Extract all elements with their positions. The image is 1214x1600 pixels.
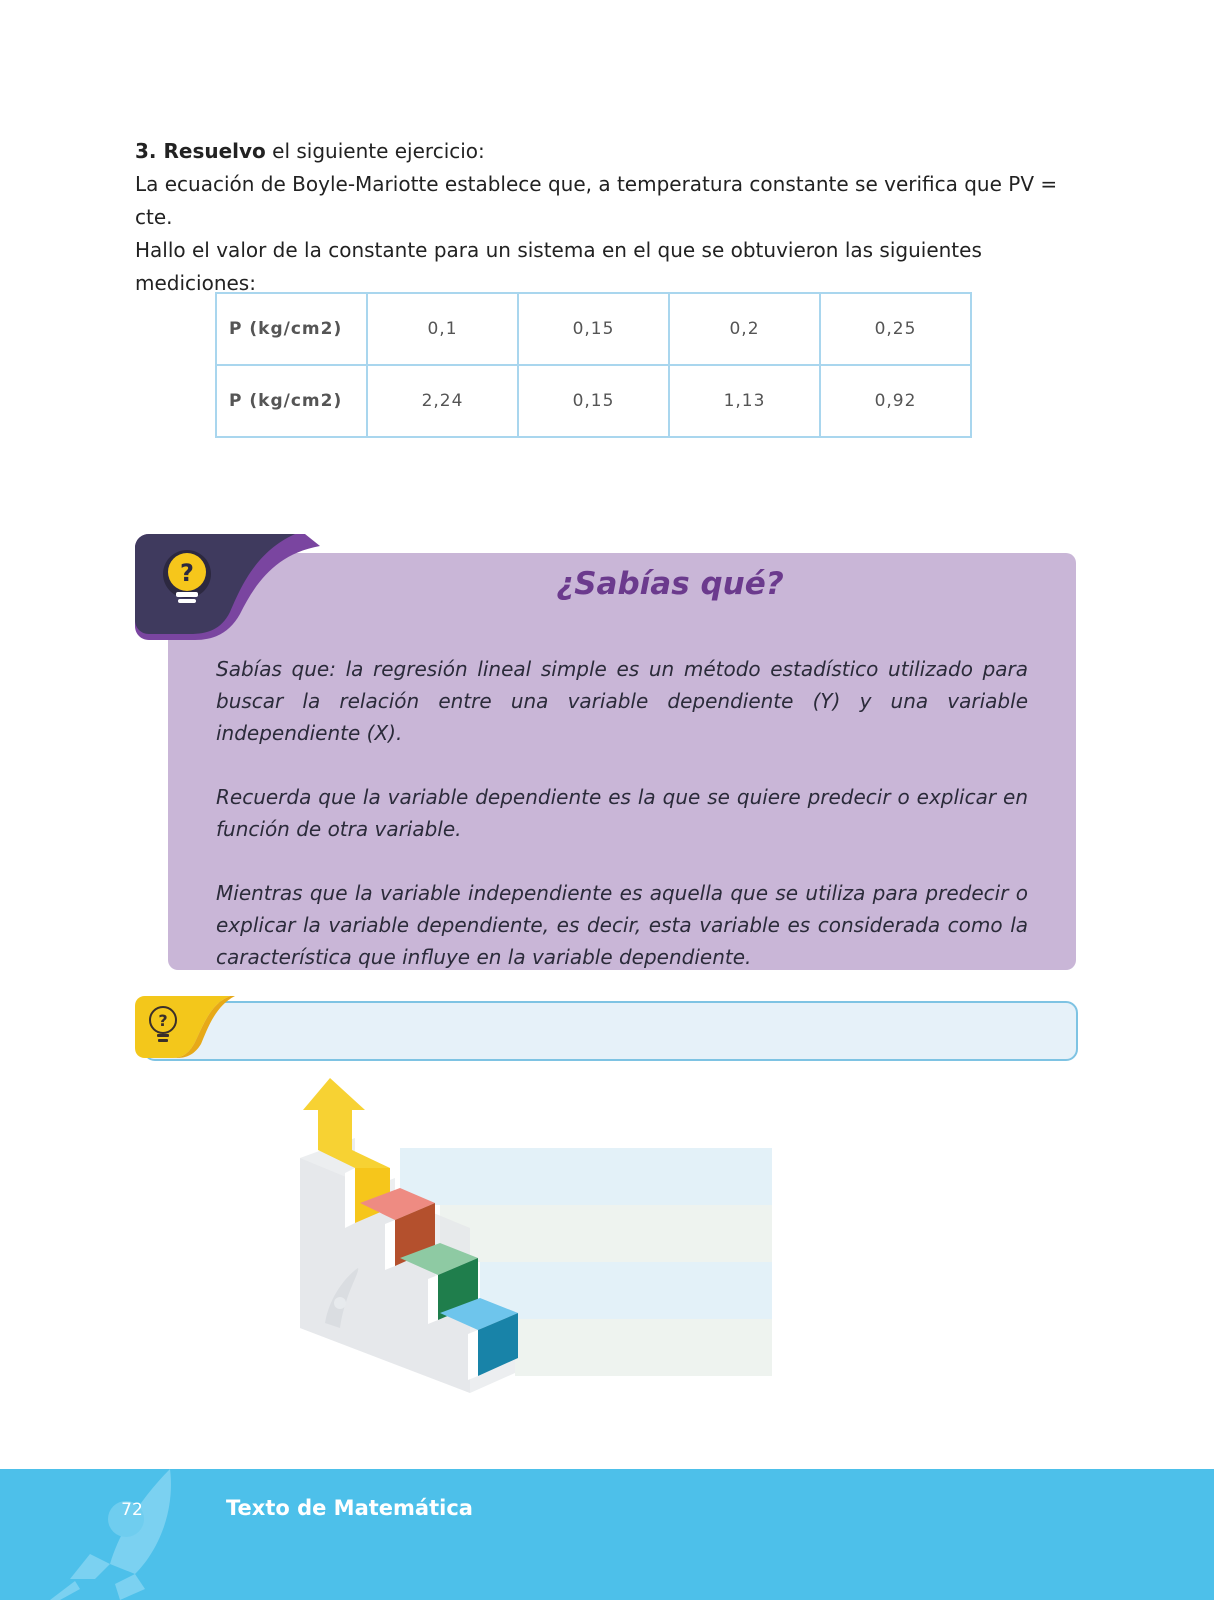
- did-you-know-paragraph: Sabías que: la regresión lineal simple es un método estadístico utilizado para buscar la relación entre una variable dependiente (Y) y una variable independiente (X).: [216, 657, 1028, 745]
- question-band: [440, 1205, 772, 1262]
- footer-title: Texto de Matemática: [226, 1496, 473, 1520]
- did-you-know-body: [216, 653, 1028, 1005]
- table-cell: 0,15: [518, 365, 669, 437]
- metacognition-stairs: [300, 1078, 800, 1408]
- table-row: [216, 293, 971, 365]
- rocket-icon: [50, 1469, 190, 1600]
- exercise-statement: La ecuación de Boyle-Mariotte establece que, a temperatura constante se verifica que PV = cte.: [135, 172, 1058, 229]
- exercise-intro: el siguiente ejercicio:: [265, 139, 485, 163]
- table-cell: 0,1: [367, 293, 518, 365]
- exercise-heading: [135, 135, 1085, 168]
- svg-text:?: ?: [180, 559, 194, 587]
- did-you-know-tab: [135, 534, 320, 640]
- row-header: P (kg/cm2): [216, 293, 367, 365]
- svg-text:?: ?: [158, 1011, 168, 1030]
- question-band: [480, 1262, 772, 1319]
- did-you-know-paragraph: Recuerda que la variable dependiente es la que se quiere predecir o explicar en función de otra variable.: [216, 785, 1028, 841]
- table-cell: 1,13: [669, 365, 820, 437]
- row-header: P (kg/cm2): [216, 365, 367, 437]
- did-you-know-paragraph: Mientras que la variable independiente es aquella que se utiliza para predecir o explicar la variable dependiente, es decir, esta variable es considerada como la característica que influye en la variable dependiente.: [216, 881, 1028, 969]
- exercise-number: 3. Resuelvo: [135, 139, 266, 163]
- table-cell: 0,15: [518, 293, 669, 365]
- metacognition-banner: [143, 1001, 1078, 1061]
- did-you-know-title: ¿Sabías qué?: [556, 566, 784, 602]
- table-row: [216, 365, 971, 437]
- question-band: [515, 1319, 772, 1376]
- page-number: 72: [121, 1500, 143, 1520]
- table-cell: 0,25: [820, 293, 971, 365]
- measurements-table: [215, 292, 972, 438]
- question-band: [400, 1148, 772, 1205]
- table-cell: 2,24: [367, 365, 518, 437]
- exercise-block: [135, 135, 1085, 300]
- table-cell: 0,2: [669, 293, 820, 365]
- exercise-instruction: Hallo el valor de la constante para un sistema en el que se obtuvieron las siguientes mediciones:: [135, 238, 982, 295]
- table-cell: 0,92: [820, 365, 971, 437]
- metacognition-tab: [135, 996, 245, 1058]
